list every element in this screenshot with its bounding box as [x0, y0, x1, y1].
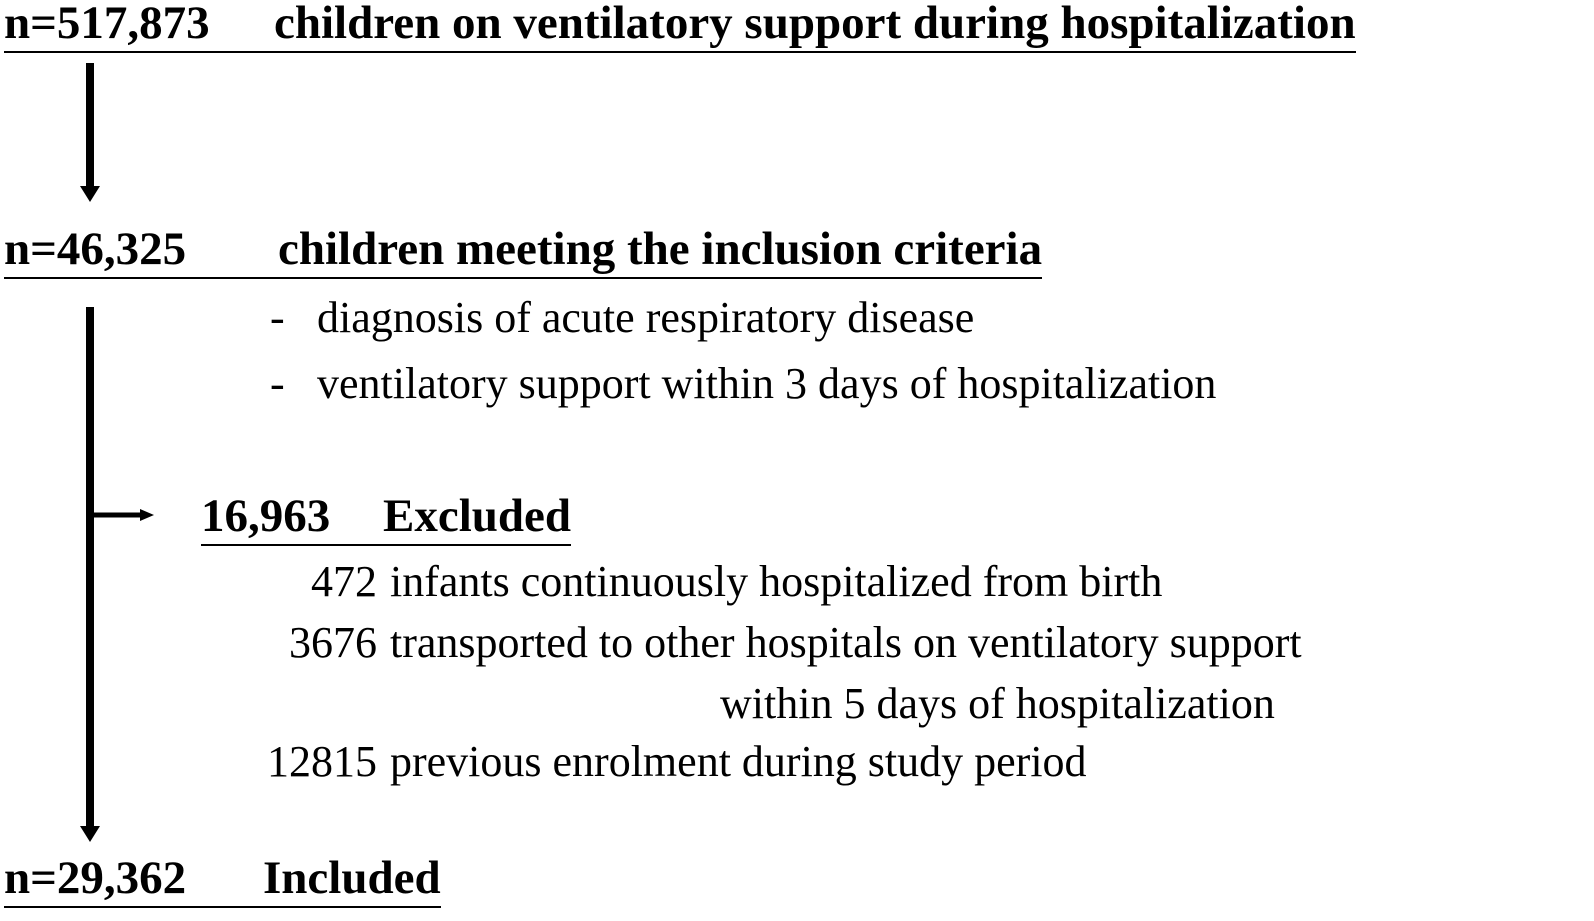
arrow-stage1-to-stage2: [80, 63, 100, 202]
stage1-label: children on ventilatory support during hospitalization: [274, 0, 1356, 49]
criteria-bullet: -: [270, 359, 285, 408]
stage1-heading: [4, 0, 1356, 53]
criteria-text: diagnosis of acute respiratory disease: [317, 293, 975, 342]
stage2-heading: [4, 223, 1043, 279]
excluded-heading: [201, 490, 572, 546]
stage3-count: n=29,362: [4, 852, 187, 904]
criteria-bullet: -: [270, 293, 285, 342]
stage2-count: n=46,325: [4, 223, 187, 275]
excluded-count: 16,963: [201, 490, 331, 542]
excluded-label: Excluded: [383, 490, 572, 542]
exclusion-text-continuation: within 5 days of hospitalization: [720, 679, 1275, 728]
arrow-stage2-to-stage3: [80, 307, 100, 842]
criteria-text: ventilatory support within 3 days of hospitalization: [317, 359, 1217, 408]
exclusion-count: 3676: [289, 618, 377, 667]
arrow-to-excluded: [94, 509, 154, 521]
exclusion-text: infants continuously hospitalized from birth: [390, 557, 1163, 606]
exclusion-text: previous enrolment during study period: [390, 737, 1087, 786]
stage3-heading: [4, 852, 441, 908]
criteria-item: [270, 359, 1217, 408]
exclusion-count: 472: [311, 557, 377, 606]
stage3-label: Included: [263, 852, 441, 904]
exclusion-count: 12815: [267, 737, 377, 786]
criteria-item: [270, 293, 975, 342]
stage1-count: n=517,873: [4, 0, 210, 49]
exclusion-text: transported to other hospitals on ventilatory support: [390, 618, 1302, 667]
stage2-label: children meeting the inclusion criteria: [278, 223, 1043, 275]
